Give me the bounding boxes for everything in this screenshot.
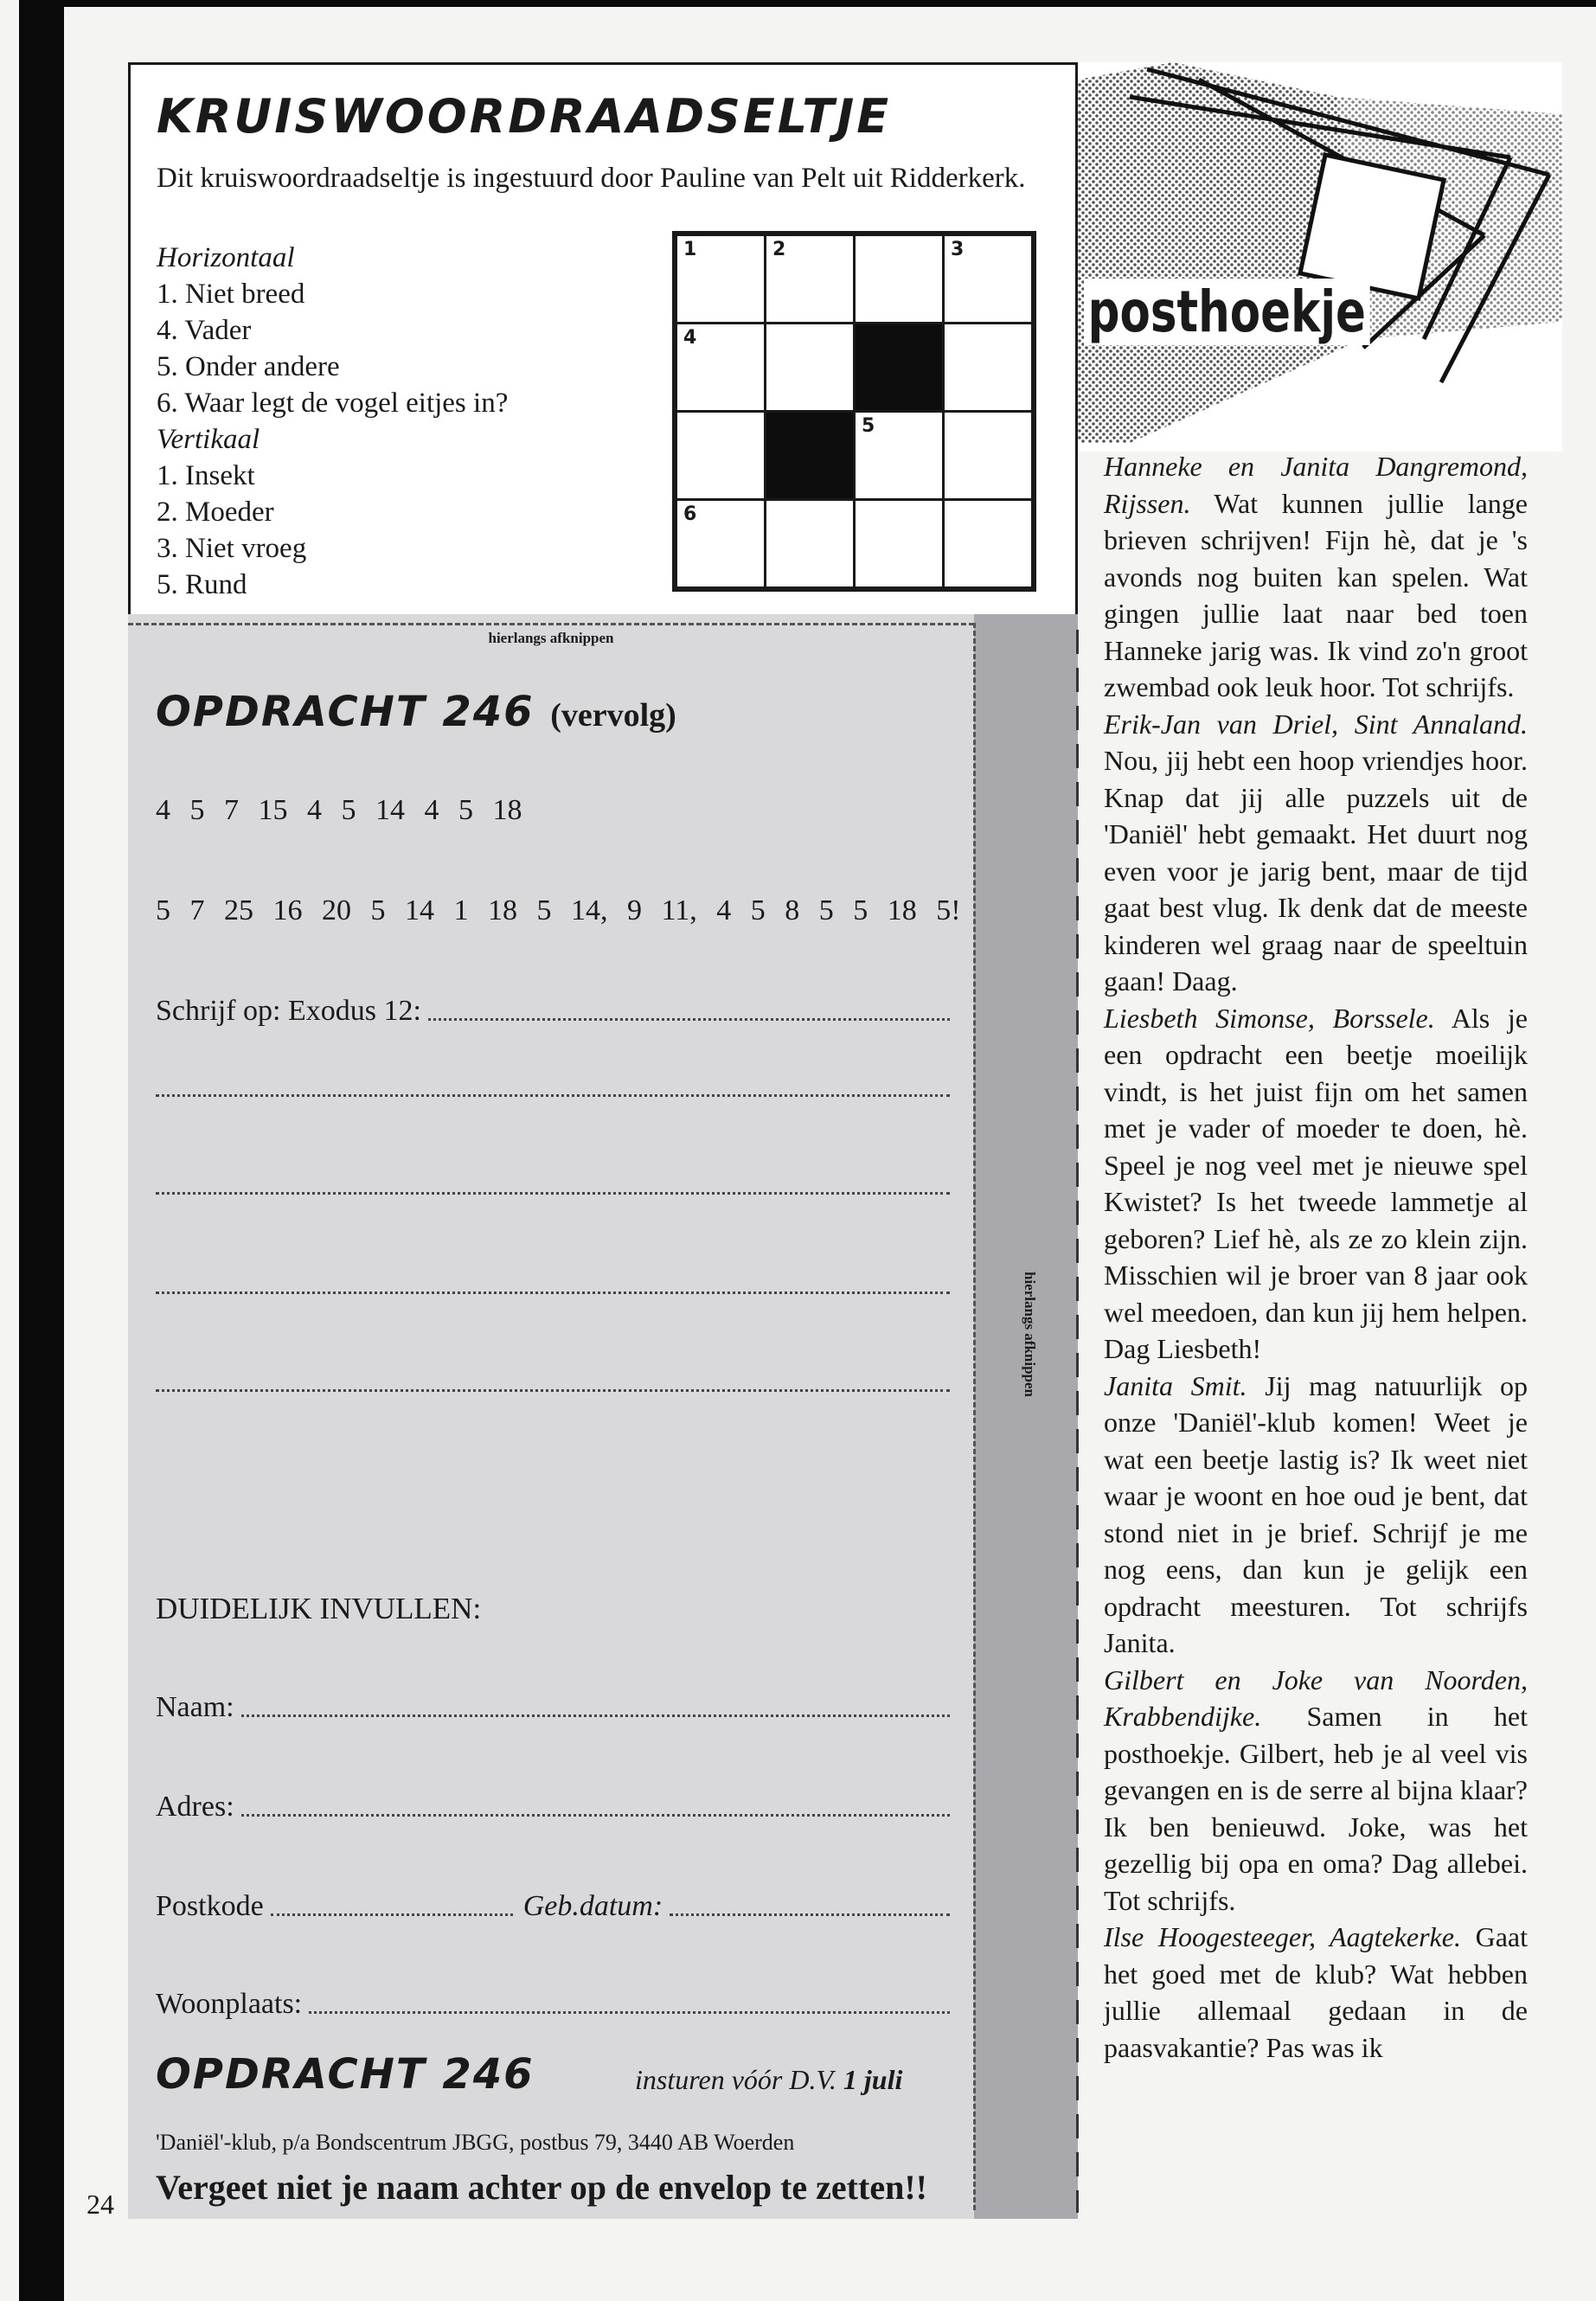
grid-cell[interactable] bbox=[676, 235, 766, 324]
clue-h4: 4. Vader bbox=[157, 315, 252, 346]
grid-cell[interactable] bbox=[944, 324, 1033, 412]
column-divider bbox=[1076, 630, 1079, 2213]
clue-h5: 5. Onder andere bbox=[157, 351, 340, 382]
deadline-prefix: insturen vóór D.V. bbox=[635, 2064, 836, 2095]
grid-cell[interactable] bbox=[676, 412, 766, 500]
name-dotted-line[interactable] bbox=[241, 1715, 950, 1717]
grid-cell[interactable] bbox=[676, 500, 766, 588]
envelope-reminder: Vergeet niet je naam achter op de envelop te zetten!! bbox=[156, 2168, 927, 2207]
clue-h1: 1. Niet breed bbox=[157, 279, 305, 310]
deadline bbox=[635, 2064, 902, 2096]
letter-6-text: Gaat het goed met de klub? Wat hebben jullie allemaal gedaan in de paasvakantie? Pas was ik bbox=[1104, 1921, 1529, 2063]
opdracht-title-main: OPDRACHT 246 bbox=[156, 688, 535, 736]
letter-5-name: Gilbert en Joke van Noorden, Krabbendijke. bbox=[1104, 1663, 1528, 1732]
clue-v2: 2. Moeder bbox=[157, 497, 274, 528]
answer-line-4[interactable] bbox=[156, 1292, 950, 1301]
cell-number: 5 bbox=[862, 415, 875, 437]
postcode-birthdate-field[interactable] bbox=[156, 1890, 950, 1923]
letter-4-name: Janita Smit. bbox=[1104, 1369, 1247, 1401]
grid-cell[interactable] bbox=[766, 235, 855, 324]
grid-row bbox=[676, 324, 1033, 412]
grid-cell[interactable] bbox=[766, 324, 855, 412]
grid-cell[interactable] bbox=[676, 324, 766, 412]
club-address: 'Daniël'-klub, p/a Bondscentrum JBGG, postbus 79, 3440 AB Woerden bbox=[156, 2130, 795, 2155]
cell-number: 3 bbox=[951, 239, 965, 260]
grid-row bbox=[676, 235, 1033, 324]
letter-3-name: Liesbeth Simonse, Borssele. bbox=[1104, 1002, 1435, 1034]
posthoekje-envelopes-illustration bbox=[1078, 62, 1562, 452]
letter-3 bbox=[1104, 1000, 1528, 1368]
city-label: Woonplaats: bbox=[156, 1988, 303, 2020]
left-black-margin bbox=[19, 0, 64, 2301]
postcode-label: Postkode bbox=[156, 1890, 264, 1922]
answer-line-5[interactable] bbox=[156, 1389, 950, 1399]
cut-line-horizontal bbox=[128, 623, 974, 625]
crossword-box bbox=[128, 62, 1078, 614]
birthdate-label: Geb.datum: bbox=[522, 1890, 663, 1922]
grid-cell[interactable] bbox=[855, 235, 944, 324]
letter-6 bbox=[1104, 1919, 1528, 2066]
top-border bbox=[64, 0, 1596, 7]
name-label: Naam: bbox=[156, 1691, 234, 1723]
address-dotted-line[interactable] bbox=[241, 1814, 950, 1817]
cell-number: 4 bbox=[683, 327, 697, 349]
answer-line-2[interactable] bbox=[156, 1094, 950, 1104]
grid-cell[interactable] bbox=[944, 235, 1033, 324]
crossword-intro: Dit kruiswoordraadseltje is ingestuurd door Pauline van Pelt uit Ridderkerk. bbox=[157, 163, 1026, 194]
opdracht-title-sub: (vervolg) bbox=[550, 697, 676, 734]
code-line-1: 4 5 7 15 4 5 14 4 5 18 bbox=[156, 794, 522, 826]
clue-v5: 5. Rund bbox=[157, 569, 247, 600]
fill-in-heading: DUIDELIJK INVULLEN: bbox=[156, 1592, 482, 1625]
vertical-heading: Vertikaal bbox=[157, 424, 260, 455]
cut-label-vertical: hierlangs afknippen bbox=[1022, 1272, 1038, 1398]
crossword-clues bbox=[157, 240, 508, 603]
opdracht-form bbox=[128, 614, 1078, 2219]
letter-6-name: Ilse Hoogesteeger, Aagtekerke. bbox=[1104, 1921, 1461, 1952]
crossword-title: KRUISWOORDRAADSELTJE bbox=[157, 89, 892, 144]
grid-cell[interactable] bbox=[855, 412, 944, 500]
opdracht-footer-title: OPDRACHT 246 bbox=[156, 2050, 535, 2099]
grid-cell[interactable] bbox=[944, 412, 1033, 500]
grid-row bbox=[676, 500, 1033, 588]
code-line-2: 5 7 25 16 20 5 14 1 18 5 14, 9 11, 4 5 8 5 5 18 5! bbox=[156, 894, 961, 926]
answer-dotted-line[interactable] bbox=[156, 1094, 950, 1097]
address-field[interactable] bbox=[156, 1791, 950, 1823]
clue-v3: 3. Niet vroeg bbox=[157, 533, 307, 564]
letter-2-text: Nou, jij hebt een hoop vriendjes hoor. Knap dat jij alle puzzels uit de 'Daniël' hebt gemaakt. Het duurt nog even voor je jarig bent, maar de tijd gaat best vlug. Ik denk dat de meeste kinderen wel graag naar de speeltuin gaan! Daag. bbox=[1104, 745, 1528, 997]
grid-cell[interactable] bbox=[855, 500, 944, 588]
answer-dotted-line[interactable] bbox=[156, 1389, 950, 1392]
letter-4 bbox=[1104, 1368, 1528, 1662]
grid-cell[interactable] bbox=[944, 500, 1033, 588]
address-label: Adres: bbox=[156, 1791, 234, 1823]
cell-number: 1 bbox=[683, 239, 697, 260]
letter-3-text: Als je een opdracht een beetje moeilijk vindt, is het juist fijn om het samen met je vader of moeder te doen, hè. Speel je nog veel met je nieuwe spel Kwistet? Is het tweede lammetje al geboren? Lief hè, als ze zo klein zijn. Misschien wil je broer van 8 jaar ook wel meedoen, dan kun jij hem helpen. Dag Liesbeth! bbox=[1104, 1002, 1529, 1364]
city-field[interactable] bbox=[156, 1988, 950, 2021]
gray-side-strip bbox=[974, 614, 1078, 2219]
exodus-line[interactable] bbox=[156, 995, 950, 1028]
birthdate-dotted-line[interactable] bbox=[670, 1913, 950, 1916]
cell-number: 2 bbox=[772, 239, 786, 260]
answer-dotted-line[interactable] bbox=[428, 1018, 950, 1021]
exodus-label: Schrijf op: Exodus 12: bbox=[156, 995, 421, 1027]
answer-dotted-line[interactable] bbox=[156, 1192, 950, 1195]
page-number: 24 bbox=[87, 2189, 114, 2220]
name-field[interactable] bbox=[156, 1691, 950, 1724]
letter-5 bbox=[1104, 1662, 1528, 1920]
grid-cell-black bbox=[855, 324, 944, 412]
grid-cell-black bbox=[766, 412, 855, 500]
letter-4-text: Jij mag natuurlijk op onze 'Daniël'-klub komen! Weet je wat een beetje lastig is? Ik weet niet waar je woont en hoe oud je bent, dat stond niet in je brief. Schrijf je me nog eens, dan kun je gelijk een opdracht meesturen. Tot schrijfs Janita. bbox=[1104, 1369, 1529, 1658]
deadline-date: 1 juli bbox=[843, 2064, 903, 2095]
horizontal-heading: Horizontaal bbox=[157, 242, 295, 273]
postcode-dotted-line[interactable] bbox=[271, 1913, 513, 1916]
cut-line-vertical bbox=[973, 623, 976, 2210]
answer-line-3[interactable] bbox=[156, 1192, 950, 1202]
clue-v1: 1. Insekt bbox=[157, 460, 255, 491]
answer-dotted-line[interactable] bbox=[156, 1292, 950, 1294]
letter-1-name: Hanneke en Janita Dangremond, Rijssen. bbox=[1104, 451, 1528, 519]
posthoekje-letters bbox=[1104, 448, 1528, 2066]
opdracht-title bbox=[156, 688, 676, 736]
letter-1-text: Wat kunnen jullie lange brieven schrijven! Fijn hè, dat je 's avonds nog buiten kan spelen. Wat gingen jullie laat naar bed toen Hanneke jarig was. Ik vind zo'n groot zwembad ook leuk hoor. Tot schrijfs. bbox=[1104, 487, 1529, 702]
cell-number: 6 bbox=[683, 503, 697, 525]
letter-2 bbox=[1104, 706, 1528, 1000]
city-dotted-line[interactable] bbox=[309, 2011, 950, 2014]
clue-h6: 6. Waar legt de vogel eitjes in? bbox=[157, 388, 509, 419]
letter-5-text: Samen in het posthoekje. Gilbert, heb je al veel vis gevangen en is de serre al bijna klaar? Ik ben benieuwd. Joke, was het gezellig bij opa en oma? Dag allebei. Tot schrijfs. bbox=[1104, 1701, 1529, 1916]
crossword-grid bbox=[672, 231, 1036, 592]
letter-2-name: Erik-Jan van Driel, Sint Annaland. bbox=[1104, 708, 1528, 740]
grid-row bbox=[676, 412, 1033, 500]
posthoekje-title: posthoekje bbox=[1084, 279, 1370, 345]
cut-label-horizontal: hierlangs afknippen bbox=[488, 630, 614, 646]
grid-cell[interactable] bbox=[766, 500, 855, 588]
letter-1 bbox=[1104, 448, 1528, 706]
